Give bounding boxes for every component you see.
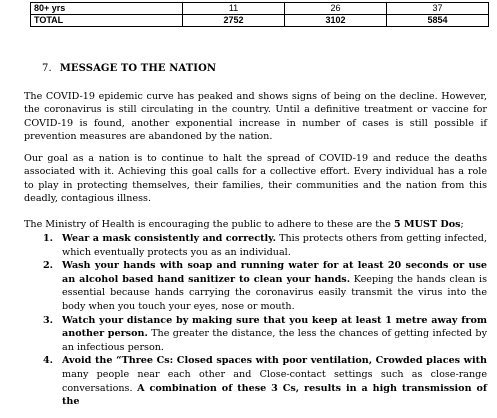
- must-dos-list: [24, 232, 487, 409]
- paragraph: The COVID-19 epidemic curve has peaked and shows signs of being on the decline. However, the coronavirus is still circulating in the country. Until a definitive treatment or vaccine for COVID-19 is found, another exponential increase in number of cases is still possible if prevention measures are abandoned by the nation.: [24, 91, 487, 143]
- item-text: This protects others from getting infected, which eventually protects you as an individual.: [62, 233, 487, 258]
- section-number: 7.: [42, 63, 52, 74]
- item-text: Keeping the hands clean is essential because hands carrying the coronavirus easily transmit the virus into the body when you touch your eyes, nose or mouth.: [62, 273, 488, 312]
- item-bold-2: A combination of these 3 Cs, results in a high transmission of the: [62, 382, 487, 408]
- item-bold: Wash your hands with soap and running water for at least 20 seconds or use an alcohol based hand sanitizer to clean your hands.: [62, 260, 487, 285]
- age-cases-table: [30, 2, 489, 27]
- item-bold: Watch your distance by making sure that you keep at least 1 metre away from another person.: [62, 314, 487, 340]
- row-label: TOTAL: [31, 15, 183, 27]
- cell-value: 11: [183, 3, 285, 15]
- item-text: The greater the distance, the less the chances of getting infected by an infectious person.: [62, 328, 487, 353]
- cell-value: 26: [285, 3, 387, 15]
- cell-value: 2752: [183, 15, 285, 27]
- list-item: [24, 314, 487, 355]
- list-item: [24, 232, 487, 259]
- section-heading: [42, 63, 216, 74]
- intro-end: ;: [460, 219, 464, 230]
- cell-value: 37: [387, 3, 489, 15]
- list-item: [24, 259, 487, 313]
- section-title: MESSAGE TO THE NATION: [59, 63, 217, 74]
- list-item: [24, 354, 487, 408]
- item-number: 2.: [43, 260, 54, 272]
- cell-value: 3102: [285, 15, 387, 27]
- table-row: [31, 3, 489, 15]
- intro-paragraph: [24, 218, 487, 231]
- item-bold: Wear a mask consistently and correctly.: [62, 233, 276, 244]
- item-number: 1.: [43, 233, 54, 244]
- item-text: many people near each other and Close-contact settings such as close-range conversations.: [62, 368, 487, 394]
- intro-bold: 5 MUST Dos: [394, 219, 461, 230]
- table-row-total: [31, 15, 489, 27]
- item-bold: Avoid the “Three Cs: Closed spaces with poor ventilation, Crowded places with: [62, 355, 487, 367]
- intro-text: The Ministry of Health is encouraging the public to adhere to these are the: [24, 219, 395, 230]
- item-number: 4.: [43, 355, 54, 367]
- cell-value: 5854: [387, 15, 489, 27]
- item-number: 3.: [43, 314, 54, 326]
- paragraph: Our goal as a nation is to continue to halt the spread of COVID-19 and reduce the deaths associated with it. Achieving this goal calls for a collective effort. Every individual has a role to play in protecting themselves, their families, their communities and the nation from this deadly, contagious illness.: [24, 153, 487, 205]
- row-label: 80+ yrs: [31, 3, 183, 15]
